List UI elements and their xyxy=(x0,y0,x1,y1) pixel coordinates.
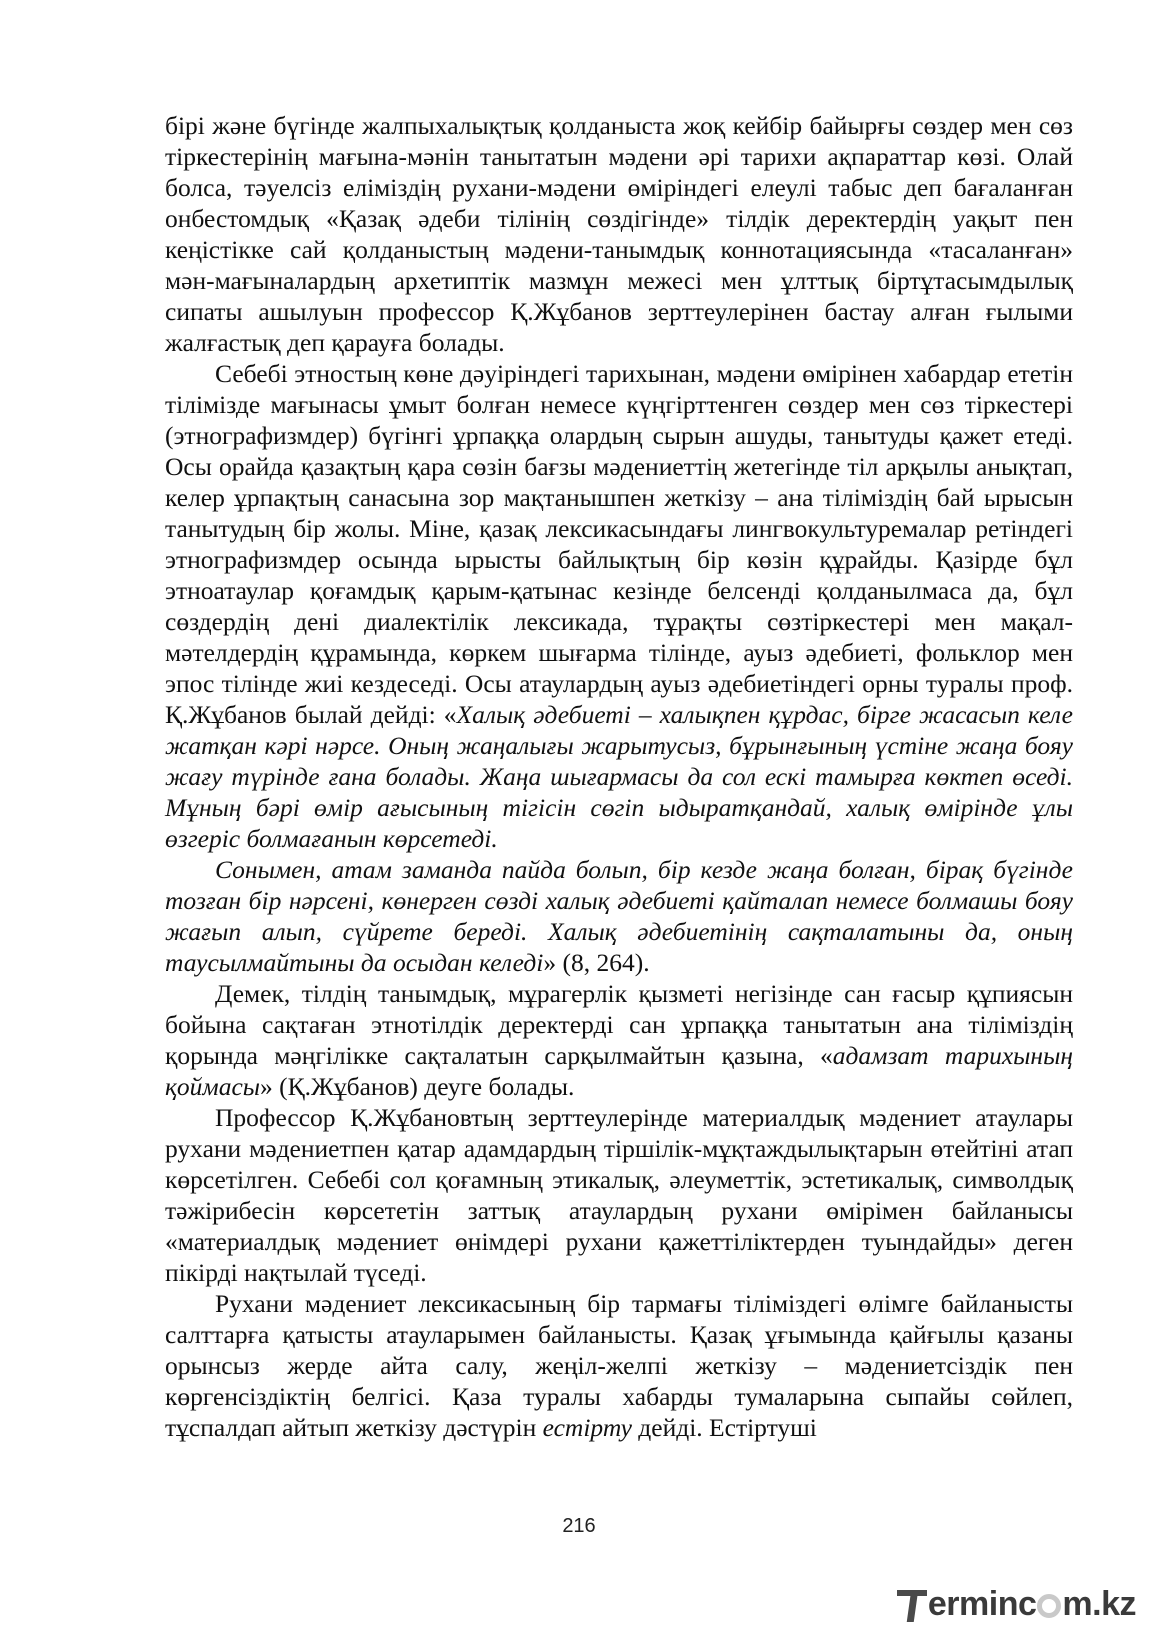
o-ring-icon xyxy=(1037,1594,1061,1618)
italic-quote: Сонымен, атам заманда пайда болып, бір кезде жаңа болған, бірақ бүгінде тозған бір нәрсені, көнерген сөзді халық әдебиеті қайталап немесе болмашы бояу жағып алып, сүйрете береді. Халық әдебиетінің сақталатыны да, оның таусылмайтыны да осыдан келеді xyxy=(165,855,1073,977)
watermark-text-1: ermin xyxy=(927,1584,1018,1623)
text-run: Демек, тілдің танымдық, мұрагерлік қызметі негізінде сан ғасыр құпиясын бойына сақтаған этнотілдік деректерді сан ұрпаққа танытатын ана тіліміздің қорында мәңгілікке сақталатын сарқылмайтын қазына, « xyxy=(165,979,1073,1070)
watermark-text-3: m.kz xyxy=(1062,1584,1136,1623)
page-number: 216 xyxy=(562,1515,596,1537)
paragraph-4 xyxy=(165,978,1073,1102)
watermark-text-2: c xyxy=(1017,1584,1037,1623)
italic-quote: Халық әдебиеті – халықпен құрдас, бірге жасасып келе жатқан кәрі нәрсе. Оның жаңалығы жарытусыз, бұрынғының үстіне жаңа бояу жағу түрінде ғана болады. Жаңа шығармасы да сол ескі тамырға көктеп өседі. Мұның бәрі өмір ағысының тігісін сөгіп ыдыратқандай, халық өмірінде ұлы өзгеріс болмағанын көрсетеді. xyxy=(165,700,1073,853)
paragraph-5 xyxy=(165,1102,1073,1288)
text-run: бірі және бүгінде жалпыхалықтық қолданыста жоқ кейбір байырғы сөздер мен сөз тіркестерінің мағына-мәнін танытатын мәдени әрі тарихи ақпараттар көзі. Олай болса, тәуелсіз еліміздің рухани-мәдени өміріндегі елеулі табыс деп бағаланған онбестомдық «Қазақ әдеби тілінің сөздігінде» тілдік деректердің уақыт пен кеңістікке сай қолданыстың мәдени-танымдық коннотациясында «тасаланған» мән-мағыналардың архетиптік мазмұн межесі мен ұлттық біртұтасымдылық сипаты ашылуын профессор Қ.Жұбанов зерттеулерінен бастау алған ғылыми жалғастық деп қарауға болады. xyxy=(165,111,1073,357)
document-body xyxy=(165,110,1073,1443)
italic-phrase: адамзат тарихының қоймасы xyxy=(165,1041,1073,1101)
italic-term: естірту xyxy=(542,1413,632,1442)
t-logo-icon xyxy=(897,1584,927,1624)
termincom-watermark-logo xyxy=(897,1582,1136,1626)
text-run: » (Қ.Жұбанов) деуге болады. xyxy=(260,1072,575,1101)
paragraph-6 xyxy=(165,1288,1073,1443)
text-run: Рухани мәдениет лексикасының бір тармағы тіліміздегі өлімге байланысты салттарға қатысты атауларымен байланысты. Қазақ ұғымында қайғылы қазаны орынсыз жерде айта салу, жеңіл-желпі жеткізу – мәдениетсіздік пен көргенсіздіктің белгісі. Қаза туралы хабарды тумаларына сыпайы сөйлеп, тұспалдап айтып жеткізу дәстүрін xyxy=(165,1289,1073,1442)
paragraph-2 xyxy=(165,358,1073,854)
paragraph-1 xyxy=(165,110,1073,358)
paragraph-3 xyxy=(165,854,1073,978)
citation: » (8, 264). xyxy=(543,948,650,977)
text-run: Профессор Қ.Жұбановтың зерттеулерінде материалдық мәдениет атаулары рухани мәдениетпен қатар адамдардың тіршілік-мұқтаждылықтарын өтейтіні атап көрсетілген. Себебі сол қоғамның этикалық, әлеуметтік, эстетикалық, символдық тәжірибесін көрсететін заттық атаулардың рухани өмірімен байланысы «материалдық мәдениет өнімдері рухани қажеттіліктерден туындайды» деген пікірді нақтылай түседі. xyxy=(165,1103,1073,1287)
text-run: Себебі этностың көне дәуіріндегі тарихынан, мәдени өмірінен хабардар ететін тілімізде мағынасы ұмыт болған немесе күңгірттенген сөздер мен сөз тіркестері (этнографизмдер) бүгінгі ұрпаққа олардың сырын ашуды, танытуды қажет етеді. Осы орайда қазақтың қара сөзін бағзы мәдениеттің жетегінде тіл арқылы анықтап, келер ұрпақтың санасына зор мақтанышпен жеткізу – ана тіліміздің бай ырысын танытудың бір жолы. Міне, қазақ лексикасындағы лингвокультуремалар ретіндегі этнографизмдер осында ырысты байлықтың бір көзін құрайды. Қазірде бұл этноатаулар қоғамдық қарым-қатынас кезінде белсенді қолданылмаса да, бұл сөздердің дені диалектілік лексикада, тұрақты сөзтіркестері мен мақал-мәтелдердің құрамында, көркем шығарма тілінде, ауыз әдебиеті, фольклор мен эпос тілінде жиі кездеседі. Осы атаулардың ауыз әдебиетіндегі орны туралы проф. Қ.Жұбанов былай дейді: « xyxy=(165,359,1073,729)
text-run: дейді. Естіртуші xyxy=(631,1413,817,1442)
